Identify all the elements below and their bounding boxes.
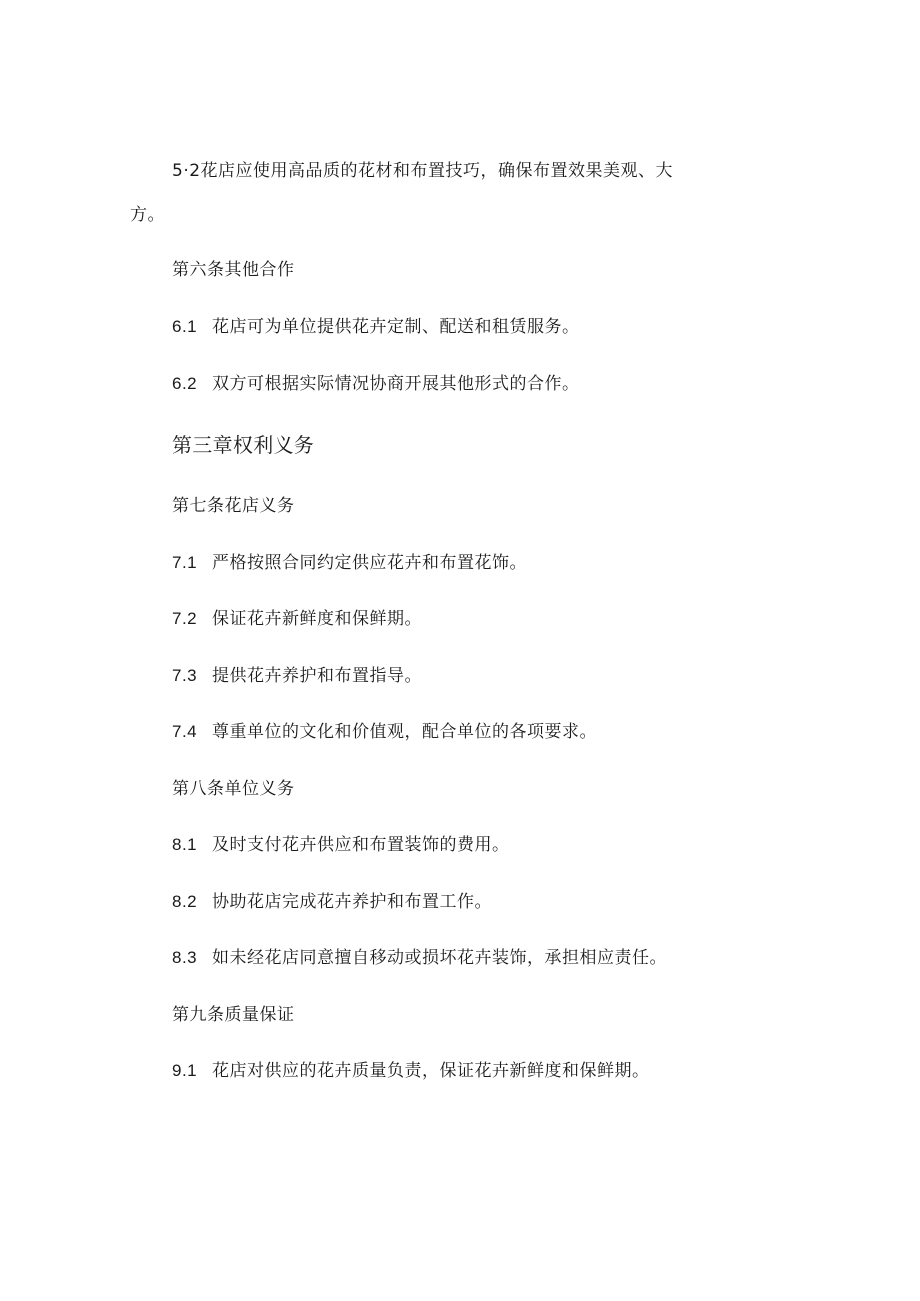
item-text: 花店可为单位提供花卉定制、配送和租赁服务。 xyxy=(212,317,580,337)
item-text: 花店对供应的花卉质量负责，保证花卉新鲜度和保鲜期。 xyxy=(212,1061,650,1081)
item-8-1 xyxy=(172,834,510,856)
paragraph-5-2-line-2: 方。 xyxy=(130,205,165,225)
item-6-1 xyxy=(172,316,580,338)
item-text: 提供花卉养护和布置指导。 xyxy=(212,666,422,686)
item-7-1 xyxy=(172,552,527,574)
item-number: 8.2 xyxy=(172,892,198,911)
item-number: 9.1 xyxy=(172,1061,198,1080)
paragraph-5-2-line-1: 5·2花店应使用高品质的花材和布置技巧，确保布置效果美观、大 xyxy=(172,161,674,181)
item-6-2 xyxy=(172,373,580,395)
item-8-3 xyxy=(172,947,667,969)
article-8-title: 第八条单位义务 xyxy=(172,779,295,799)
item-7-2 xyxy=(172,608,422,630)
item-number: 8.3 xyxy=(172,948,198,967)
article-7-title: 第七条花店义务 xyxy=(172,496,295,516)
item-number: 6.2 xyxy=(172,374,198,393)
item-text: 保证花卉新鲜度和保鲜期。 xyxy=(212,609,422,629)
item-number: 7.2 xyxy=(172,609,198,628)
article-6-title: 第六条其他合作 xyxy=(172,260,295,280)
chapter-3-title: 第三章权利义务 xyxy=(172,433,315,457)
item-7-4 xyxy=(172,721,597,743)
item-9-1 xyxy=(172,1060,650,1082)
item-number: 7.4 xyxy=(172,722,198,741)
item-text: 尊重单位的文化和价值观，配合单位的各项要求。 xyxy=(212,722,597,742)
item-text: 协助花店完成花卉养护和布置工作。 xyxy=(212,892,492,912)
item-text: 及时支付花卉供应和布置装饰的费用。 xyxy=(212,835,510,855)
item-text: 如未经花店同意擅自移动或损坏花卉装饰，承担相应责任。 xyxy=(212,948,667,968)
item-text: 双方可根据实际情况协商开展其他形式的合作。 xyxy=(212,374,580,394)
article-9-title: 第九条质量保证 xyxy=(172,1005,295,1025)
item-8-2 xyxy=(172,891,492,913)
item-number: 7.3 xyxy=(172,666,198,685)
item-7-3 xyxy=(172,665,422,687)
item-number: 6.1 xyxy=(172,317,198,336)
item-number: 7.1 xyxy=(172,553,198,572)
item-number: 8.1 xyxy=(172,835,198,854)
item-text: 严格按照合同约定供应花卉和布置花饰。 xyxy=(212,553,527,573)
